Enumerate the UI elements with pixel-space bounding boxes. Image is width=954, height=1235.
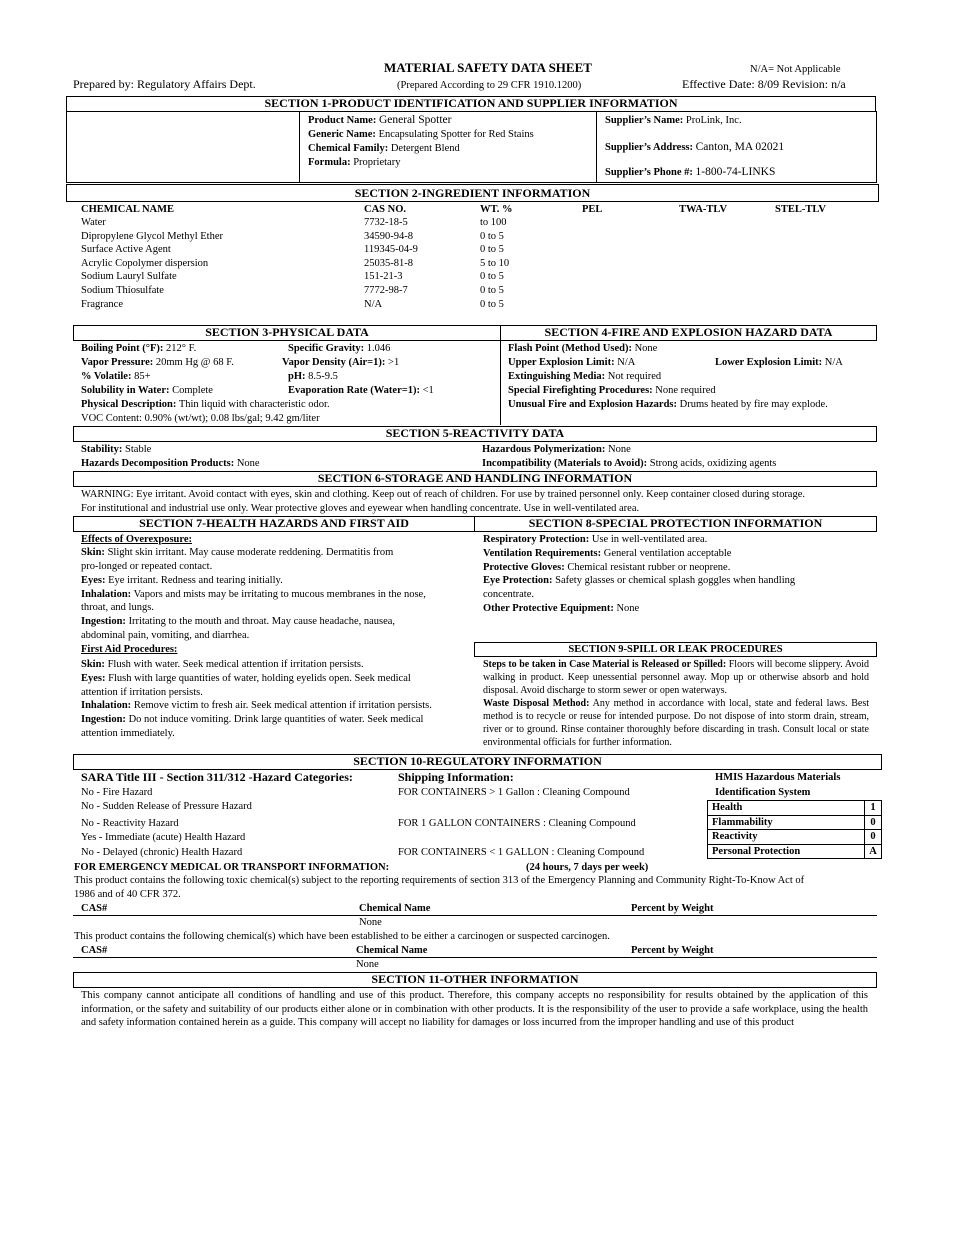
ingredient-cas: 34590-94-8 xyxy=(364,231,413,242)
hmis-value: A xyxy=(865,844,882,859)
spill-steps: Steps to be taken in Case Material is Released or Spilled: Floors will become slippery. Avoid walking in product. Keep unessential personnel away. Mop up or otherwise absorb and hold disposal. Avoid discharge to storm sewer or open waterways. xyxy=(483,659,869,696)
effects-heading: Effects of Overexposure: xyxy=(81,534,192,545)
generic-name-row: Generic Name: Encapsulating Spotter for Red Stains xyxy=(308,129,534,140)
hmis-label: Flammability xyxy=(708,815,865,830)
supplier-name-row: Supplier’s Name: ProLink, Inc. xyxy=(605,115,742,126)
effects-skin: Skin: Slight skin irritant. May cause moderate reddening. Dermatitis from xyxy=(81,547,394,558)
first-aid-inhalation: Inhalation: Remove victim to fresh air. Seek medical attention if irritation persists. xyxy=(81,700,432,711)
carc-table-rule xyxy=(73,957,877,958)
ingredient-name: Surface Active Agent xyxy=(81,244,171,255)
document-subtitle: (Prepared According to 29 CFR 1910.1200) xyxy=(397,80,582,91)
effects-inhalation-cont: throat, and lungs. xyxy=(81,602,154,613)
other-information: This company cannot anticipate all conditions of handling and use of this product. Therefore, this company accepts no responsibility for results obtained by the application of this information, or the safety and suitability of our products either alone or in combination with other products. It is the responsibility of the user to provide a safe workplace, using the health and safety information contained herein as a guide. This company will accept no liability for damages or loss incurred from the improper handling and use of this product xyxy=(81,990,868,1029)
col-chemical-name: CHEMICAL NAME xyxy=(81,204,175,215)
hmis-row xyxy=(708,830,882,845)
col-stel-tlv: STEL-TLV xyxy=(775,204,826,215)
hmis-heading: HMIS Hazardous Materials xyxy=(715,772,841,783)
ingredient-name: Dipropylene Glycol Methyl Ether xyxy=(81,231,224,242)
sara-item: Yes - Immediate (acute) Health Hazard xyxy=(81,832,246,843)
emergency-hours: (24 hours, 7 days per week) xyxy=(526,862,649,873)
toxic-table-rule xyxy=(73,915,877,916)
effects-eyes: Eyes: Eye irritant. Redness and tearing initially. xyxy=(81,575,283,586)
hmis-subheading: Identification System xyxy=(715,787,811,798)
ingredient-wt: 0 to 5 xyxy=(480,299,504,310)
eye-protection-cont: concentrate. xyxy=(483,589,535,600)
boiling-point: Boiling Point (°F): 212° F. xyxy=(81,343,197,354)
hmis-label: Health xyxy=(708,801,865,816)
vapor-pressure: Vapor Pressure: 20mm Hg @ 68 F. xyxy=(81,357,234,368)
section-7-header: SECTION 7-HEALTH HAZARDS AND FIRST AID xyxy=(73,516,475,532)
emergency-info: FOR EMERGENCY MEDICAL OR TRANSPORT INFORMATION: xyxy=(74,862,390,873)
na-note: N/A= Not Applicable xyxy=(750,64,841,75)
stability: Stability: Stable xyxy=(81,444,152,455)
formula-row: Formula: Proprietary xyxy=(308,157,401,168)
ventilation-requirements: Ventilation Requirements: General ventilation acceptable xyxy=(483,548,732,559)
effects-ingestion-cont: abdominal pain, vomiting, and diarrhea. xyxy=(81,630,250,641)
ingredient-cas: N/A xyxy=(364,299,383,310)
sara-item: No - Fire Hazard xyxy=(81,787,153,798)
hmis-table xyxy=(707,800,882,859)
section-6-header: SECTION 6-STORAGE AND HANDLING INFORMATION xyxy=(73,471,877,487)
shipping-heading: Shipping Information: xyxy=(398,770,514,784)
hmis-row xyxy=(708,801,882,816)
col-cas-no: CAS NO. xyxy=(364,204,407,215)
toxic-statement-cont: 1986 and of 40 CFR 372. xyxy=(74,889,181,900)
section-3-header: SECTION 3-PHYSICAL DATA xyxy=(73,325,501,341)
ingredient-name: Water xyxy=(81,217,106,228)
effective-date: Effective Date: 8/09 Revision: n/a xyxy=(682,77,846,91)
toxic-col-cas: CAS# xyxy=(81,903,108,914)
sara-item: No - Reactivity Hazard xyxy=(81,818,179,829)
eye-protection: Eye Protection: Safety glasses or chemical splash goggles when handling xyxy=(483,575,796,586)
section-11-header: SECTION 11-OTHER INFORMATION xyxy=(73,972,877,988)
ingredient-wt: 0 to 5 xyxy=(480,244,504,255)
solubility: Solubility in Water: Complete xyxy=(81,385,213,396)
chemical-family-row: Chemical Family: Detergent Blend xyxy=(308,143,460,154)
flash-point: Flash Point (Method Used): None xyxy=(508,343,658,354)
ingredient-cas: 151-21-3 xyxy=(364,271,403,282)
sara-item: No - Sudden Release of Pressure Hazard xyxy=(81,801,252,812)
respiratory-protection: Respiratory Protection: Use in well-ventilated area. xyxy=(483,534,708,545)
ingredient-cas: 7772-98-7 xyxy=(364,285,408,296)
ingredient-cas: 119345-04-9 xyxy=(364,244,418,255)
section-10-header: SECTION 10-REGULATORY INFORMATION xyxy=(73,754,882,770)
carc-col-percent: Percent by Weight xyxy=(631,945,714,956)
section-4-header: SECTION 4-FIRE AND EXPLOSION HAZARD DATA xyxy=(500,325,877,341)
document-title: MATERIAL SAFETY DATA SHEET xyxy=(384,60,592,75)
carc-col-cas: CAS# xyxy=(81,945,108,956)
ingredient-wt: 0 to 5 xyxy=(480,231,504,242)
first-aid-ingestion: Ingestion: Do not induce vomiting. Drink large quantities of water. Seek medical xyxy=(81,714,424,725)
storage-warning-line1: WARNING: Eye irritant. Avoid contact with eyes, skin and clothing. Keep out of reach of children. For use by trained personnel only. Keep container closed during storage. xyxy=(81,489,806,500)
effects-ingestion: Ingestion: Irritating to the mouth and throat. May cause headache, nausea, xyxy=(81,616,396,627)
first-aid-ingestion-cont: attention immediately. xyxy=(81,728,175,739)
hmis-value: 1 xyxy=(865,801,882,816)
col-wt: WT. % xyxy=(480,204,513,215)
toxic-col-name: Chemical Name xyxy=(359,903,431,914)
col-pel: PEL xyxy=(582,204,603,215)
extinguishing-media: Extinguishing Media: Not required xyxy=(508,371,662,382)
hmis-label: Reactivity xyxy=(708,830,865,845)
unusual-hazards: Unusual Fire and Explosion Hazards: Drums heated by fire may explode. xyxy=(508,399,828,410)
sara-heading: SARA Title III - Section 311/312 -Hazard Categories: xyxy=(81,770,353,784)
ingredient-wt: 0 to 5 xyxy=(480,271,504,282)
evaporation-rate: Evaporation Rate (Water=1): <1 xyxy=(288,385,434,396)
hmis-row xyxy=(708,815,882,830)
protective-gloves: Protective Gloves: Chemical resistant rubber or neoprene. xyxy=(483,562,731,573)
first-aid-skin: Skin: Flush with water. Seek medical attention if irritation persists. xyxy=(81,659,364,670)
hmis-row xyxy=(708,844,882,859)
carc-col-name: Chemical Name xyxy=(356,945,428,956)
ingredient-name: Fragrance xyxy=(81,299,123,310)
supplier-phone-row: Supplier’s Phone #: 1-800-74-LINKS xyxy=(605,166,776,178)
first-aid-eyes-cont: attention if irritation persists. xyxy=(81,687,203,698)
hazardous-polymerization: Hazardous Polymerization: None xyxy=(482,444,631,455)
ingredient-cas: 25035-81-8 xyxy=(364,258,413,269)
ingredient-name: Acrylic Copolymer dispersion xyxy=(81,258,209,269)
prepared-by: Prepared by: Regulatory Affairs Dept. xyxy=(73,77,256,91)
specific-gravity: Specific Gravity: 1.046 xyxy=(288,343,391,354)
carcinogen-statement: This product contains the following chemical(s) which have been established to be either a carcinogen or suspected carcinogen. xyxy=(74,931,610,942)
section-8-header: SECTION 8-SPECIAL PROTECTION INFORMATION xyxy=(474,516,877,532)
section-3-4-divider xyxy=(500,340,501,425)
incompatibility: Incompatibility (Materials to Avoid): Strong acids, oxidizing agents xyxy=(482,458,777,469)
section-2-header: SECTION 2-INGREDIENT INFORMATION xyxy=(66,184,879,202)
voc-content: VOC Content: 0.90% (wt/wt); 0.08 lbs/gal; 9.42 gm/liter xyxy=(81,413,320,424)
hmis-label: Personal Protection xyxy=(708,844,865,859)
col-twa-tlv: TWA-TLV xyxy=(679,204,728,215)
toxic-none: None xyxy=(359,917,382,928)
ingredient-name: Sodium Lauryl Sulfate xyxy=(81,271,177,282)
storage-warning-line2: For institutional and industrial use only. Wear protective gloves and eyewear when handling concentrate. Use in well-ventilated area. xyxy=(81,503,640,514)
hmis-value: 0 xyxy=(865,815,882,830)
effects-inhalation: Inhalation: Vapors and mists may be irritating to mucous membranes in the nose, xyxy=(81,589,426,600)
shipping-item: FOR 1 GALLON CONTAINERS : Cleaning Compound xyxy=(398,818,636,829)
carc-none: None xyxy=(356,959,379,970)
ingredient-wt: 5 to 10 xyxy=(480,258,510,269)
vapor-density: Vapor Density (Air=1): >1 xyxy=(282,357,400,368)
ingredient-wt: 0 to 5 xyxy=(480,285,504,296)
physical-description: Physical Description: Thin liquid with characteristic odor. xyxy=(81,399,330,410)
section-1-header: SECTION 1-PRODUCT IDENTIFICATION AND SUPPLIER INFORMATION xyxy=(66,96,876,112)
product-name-row: Product Name: General Spotter xyxy=(308,114,452,126)
sara-item: No - Delayed (chronic) Health Hazard xyxy=(81,847,243,858)
first-aid-heading: First Aid Procedures: xyxy=(81,644,178,655)
ingredient-name: Sodium Thiosulfate xyxy=(81,285,164,296)
toxic-statement: This product contains the following toxic chemical(s) subject to the reporting requirements of section 313 of the Emergency Planning and Community Right-To-Know Act of xyxy=(74,875,805,886)
percent-volatile: % Volatile: 85+ xyxy=(81,371,151,382)
shipping-item: FOR CONTAINERS < 1 GALLON : Cleaning Compound xyxy=(398,847,645,858)
first-aid-eyes: Eyes: Flush with large quantities of water, holding eyelids open. Seek medical xyxy=(81,673,411,684)
ph-value: pH: 8.5-9.5 xyxy=(288,371,338,382)
lower-explosion-limit: Lower Explosion Limit: N/A xyxy=(715,357,843,368)
shipping-item: FOR CONTAINERS > 1 Gallon : Cleaning Compound xyxy=(398,787,630,798)
ingredient-cas: 7732-18-5 xyxy=(364,217,408,228)
effects-skin-cont: pro-longed or repeated contact. xyxy=(81,561,213,572)
waste-disposal: Waste Disposal Method: Any method in accordance with local, state and federal laws. Best method is to recycle or reuse for intended purpose. Do not dispose of into storm drain, stream, river or to ground. Rinse container thoroughly before discarding in trash. Consult local or state environmental officials for further information. xyxy=(483,698,869,748)
ingredient-wt: to 100 xyxy=(480,217,507,228)
upper-explosion-limit: Upper Explosion Limit: N/A xyxy=(508,357,636,368)
supplier-address-row: Supplier’s Address: Canton, MA 02021 xyxy=(605,141,785,153)
other-protective-equipment: Other Protective Equipment: None xyxy=(483,603,640,614)
firefighting-procedures: Special Firefighting Procedures: None required xyxy=(508,385,716,396)
toxic-col-percent: Percent by Weight xyxy=(631,903,714,914)
section-5-header: SECTION 5-REACTIVITY DATA xyxy=(73,426,877,442)
hmis-value: 0 xyxy=(865,830,882,845)
section-9-header: SECTION 9-SPILL OR LEAK PROCEDURES xyxy=(474,642,877,657)
decomposition-products: Hazards Decomposition Products: None xyxy=(81,458,260,469)
